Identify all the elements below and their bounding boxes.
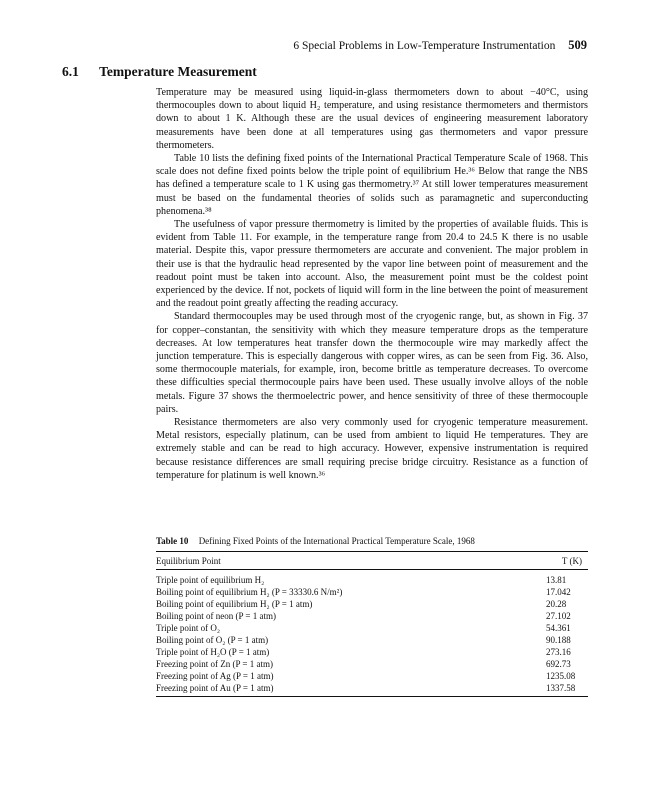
paragraph-1: Temperature may be measured using liquid-in-glass thermometers down to about −40°C, using thermocouples down to about liquid H₂ temperature, and using resistance thermometers and thermistors down to about 1 K. Although these are the usual devices of engineering measurement laboratory measurements have been done at all temperatures using gas thermometers and vapor pressure thermometers. <box>156 87 588 151</box>
table-row <box>156 634 588 646</box>
equilibrium-point-cell: Triple point of H₂O (P = 1 atm) <box>156 647 270 657</box>
paragraph-4: Standard thermocouples may be used through most of the cryogenic range, but, as shown in Fig. 37 for copper–constantan, the sensitivity with which they measure temperature drops as the temperature decreases. At low temperatures heat transfer down the thermocouple wire may markedly affect the junction temperature. This is especially dangerous with copper wires, as can be seen from Fig. 36. Also, some thermocouple materials, for example, iron, become brittle as temperature decreases. To overcome these difficulties special thermocouple pairs have been used. These usually involve alloys of the noble metals. Figure 37 shows the thermoelectric power, and hence sensitivity of three of these thermocouple pairs. <box>156 311 588 415</box>
table-caption <box>156 536 588 546</box>
table-row <box>156 682 588 697</box>
column-header-point: Equilibrium Point <box>156 556 221 566</box>
body-text <box>156 86 588 482</box>
table-row <box>156 586 588 598</box>
section-heading <box>62 64 257 80</box>
table-label: Table 10 <box>156 536 189 546</box>
temperature-cell: 27.102 <box>546 611 571 621</box>
table-row <box>156 610 588 622</box>
paragraph-2: Table 10 lists the defining fixed points of the International Practical Temperature Scale of 1968. This scale does not define fixed points below the triple point of equilibrium He.³⁶ Below that range the NBS has defined a temperature scale to 1 K using gas thermometry.³⁷ At still lower temperatures measurement must be based on the fundamental theories of solids such as paramagnetic and superconducting phenomena.³⁸ <box>156 153 588 217</box>
running-header <box>293 38 587 53</box>
section-title: Temperature Measurement <box>99 64 257 79</box>
section-number: 6.1 <box>62 64 79 79</box>
fixed-points-table <box>156 551 588 697</box>
equilibrium-point-cell: Freezing point of Ag (P = 1 atm) <box>156 671 274 681</box>
table-row <box>156 622 588 634</box>
temperature-cell: 13.81 <box>546 575 567 585</box>
temperature-cell: 692.73 <box>546 659 571 669</box>
fixed-points-table-block <box>156 536 588 697</box>
temperature-cell: 273.16 <box>546 647 571 657</box>
temperature-cell: 17.042 <box>546 587 571 597</box>
table-caption-text: Defining Fixed Points of the International Practical Temperature Scale, 1968 <box>198 536 475 546</box>
temperature-cell: 90.188 <box>546 635 571 645</box>
equilibrium-point-cell: Boiling point of O₂ (P = 1 atm) <box>156 635 269 645</box>
table-row <box>156 658 588 670</box>
table-body <box>156 570 588 697</box>
table-row <box>156 646 588 658</box>
column-header-value: T (K) <box>561 556 582 566</box>
paragraph-3: The usefulness of vapor pressure thermometry is limited by the properties of available fluids. This is evident from Table 11. For example, in the temperature range from 20.4 to 24.5 K there is no usable material. Despite this, vapor pressure thermometers are accurate and convenient. The major problem in their use is that the hydraulic head represented by the vapor line between point of measurement and the readout point must be taken into account. Also, the measurement point must be the coldest point experienced by the device. If not, pockets of liquid will form in the line between the point of measurement and the readout point greatly affecting the reading accuracy. <box>156 219 588 310</box>
equilibrium-point-cell: Boiling point of equilibrium H₂ (P = 33330.6 N/m²) <box>156 587 343 597</box>
equilibrium-point-cell: Freezing point of Au (P = 1 atm) <box>156 683 274 693</box>
temperature-cell: 20.28 <box>546 599 567 609</box>
equilibrium-point-cell: Boiling point of equilibrium H₂ (P = 1 atm) <box>156 599 313 609</box>
table-header-row <box>156 552 588 570</box>
temperature-cell: 54.361 <box>546 623 571 633</box>
paragraph-5: Resistance thermometers are also very commonly used for cryogenic temperature measurement. Metal resistors, especially platinum, can be used from ambient to liquid He temperatures. They are extremely stable and can be read to high accuracy. However, expensive instrumentation is required because resistance differences are small requiring precise bridge circuitry. Resistance as a function of temperature for platinum is well known.³⁶ <box>156 417 588 481</box>
table-row <box>156 670 588 682</box>
page-number: 509 <box>568 38 587 52</box>
running-title: 6 Special Problems in Low-Temperature Instrumentation <box>293 40 556 52</box>
equilibrium-point-cell: Triple point of equilibrium H₂ <box>156 575 265 585</box>
table-row <box>156 598 588 610</box>
temperature-cell: 1235.08 <box>546 671 576 681</box>
equilibrium-point-cell: Freezing point of Zn (P = 1 atm) <box>156 659 273 669</box>
equilibrium-point-cell: Boiling point of neon (P = 1 atm) <box>156 611 276 621</box>
temperature-cell: 1337.58 <box>546 683 576 693</box>
table-row <box>156 570 588 587</box>
equilibrium-point-cell: Triple point of O₂ <box>156 623 221 633</box>
